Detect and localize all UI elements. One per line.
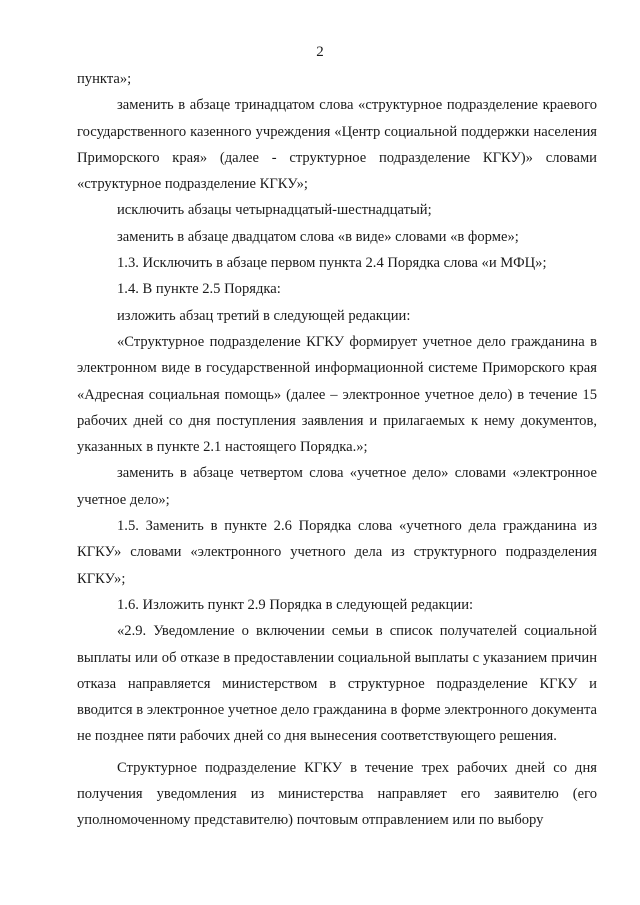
paragraph: 1.5. Заменить в пункте 2.6 Порядка слова «учетного дела гражданина из КГКУ» словами «электронного учетного дела из структурного подразделения КГКУ»; bbox=[77, 518, 597, 587]
paragraph: «Структурное подразделение КГКУ формирует учетное дело гражданина в электронном виде в государственной информационной системе Приморского края «Адресная социальная помощь» (далее – электронное учетное дело) в течение 15 рабочих дней со дня поступления заявления и прилагаемых к нему документов, указанных в пункте 2.1 настоящего Порядка.»; bbox=[77, 333, 597, 456]
paragraph: «2.9. Уведомление о включении семьи в список получателей социальной выплаты или об отказе в предоставлении социальной выплаты с указанием причин отказа направляется министерством в структурное подразделение КГКУ и вводится в электронное учетное дело гражданина в форме электронного документа не позднее пяти рабочих дней со дня вынесения соответствующего решения. bbox=[77, 623, 597, 745]
paragraph: заменить в абзаце тринадцатом слова «структурное подразделение краевого государственного казенного учреждения «Центр социальной поддержки населения Приморского края» (далее - структурное подразделение КГКУ)» словами «структурное подразделение КГКУ»; bbox=[77, 97, 597, 193]
paragraph: пункта»; bbox=[77, 71, 132, 87]
document-body bbox=[77, 66, 597, 834]
paragraph: заменить в абзаце двадцатом слова «в виде» словами «в форме»; bbox=[117, 228, 519, 245]
page-number: 2 bbox=[316, 44, 324, 60]
paragraph: изложить абзац третий в следующей редакции: bbox=[117, 307, 411, 324]
paragraph: 1.3. Исключить в абзаце первом пункта 2.4 Порядка слова «и МФЦ»; bbox=[117, 255, 547, 272]
paragraph: 1.4. В пункте 2.5 Порядка: bbox=[117, 281, 281, 298]
paragraph: исключить абзацы четырнадцатый-шестнадцатый; bbox=[117, 202, 432, 219]
paragraph: Структурное подразделение КГКУ в течение трех рабочих дней со дня получения уведомления из министерства направляет его заявителю (его уполномоченному представителю) почтовым отправлением или по выбору bbox=[77, 759, 597, 829]
paragraph: заменить в абзаце четвертом слова «учетное дело» словами «электронное учетное дело»; bbox=[77, 465, 597, 508]
paragraph: 1.6. Изложить пункт 2.9 Порядка в следующей редакции: bbox=[117, 596, 474, 613]
